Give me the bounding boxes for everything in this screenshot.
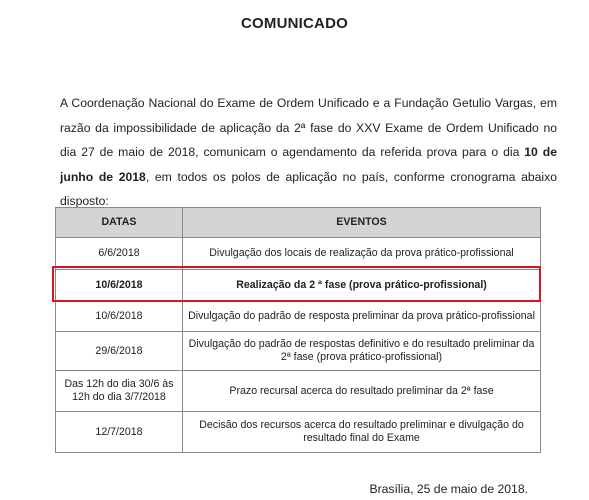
table-row [56,301,541,332]
announcement-paragraph [60,91,557,214]
row-date: 6/6/2018 [56,238,183,270]
schedule-table-container [55,207,540,453]
document-title: COMUNICADO [241,15,348,32]
row-event: Divulgação do padrão de resposta preliminar da prova prático-profissional [183,301,541,332]
row-event: Realização da 2 ª fase (prova prático-profissional) [183,270,541,301]
table-header-row [56,208,541,238]
row-event: Divulgação dos locais de realização da prova prático-profissional [183,238,541,270]
document-footer-date: Brasília, 25 de maio de 2018. [369,482,528,496]
row-date: 10/6/2018 [56,270,183,301]
header-dates: DATAS [56,208,183,238]
table-row [56,412,541,453]
row-event: Divulgação do padrão de respostas definitivo e do resultado preliminar da 2ª fase (prova prático-profissional) [183,332,541,371]
row-event: Prazo recursal acerca do resultado preliminar da 2ª fase [183,371,541,412]
header-events: EVENTOS [183,208,541,238]
table-row [56,332,541,371]
row-date: 12/7/2018 [56,412,183,453]
row-date: Das 12h do dia 30/6 às 12h do dia 3/7/2018 [56,371,183,412]
row-date: 10/6/2018 [56,301,183,332]
paragraph-bold-date: 10 de junho de 2018 [60,145,557,184]
table-row [56,238,541,270]
row-event: Decisão dos recursos acerca do resultado preliminar e divulgação do resultado final do Exame [183,412,541,453]
table-row [56,371,541,412]
paragraph-text-end: , em todos os polos de aplicação no país, conforme cronograma abaixo disposto: [60,169,557,208]
paragraph-text-start: A Coordenação Nacional do Exame de Ordem Unificado e a Fundação Getulio Vargas, em razão da impossibilidade de aplicação da 2ª fase do XXV Exame de Ordem Unificado no dia 27 de maio de 2018, comunicam o agendamento da referida prova para o dia [60,96,557,159]
schedule-table [55,207,541,453]
row-date: 29/6/2018 [56,332,183,371]
table-row-highlighted [56,270,541,301]
